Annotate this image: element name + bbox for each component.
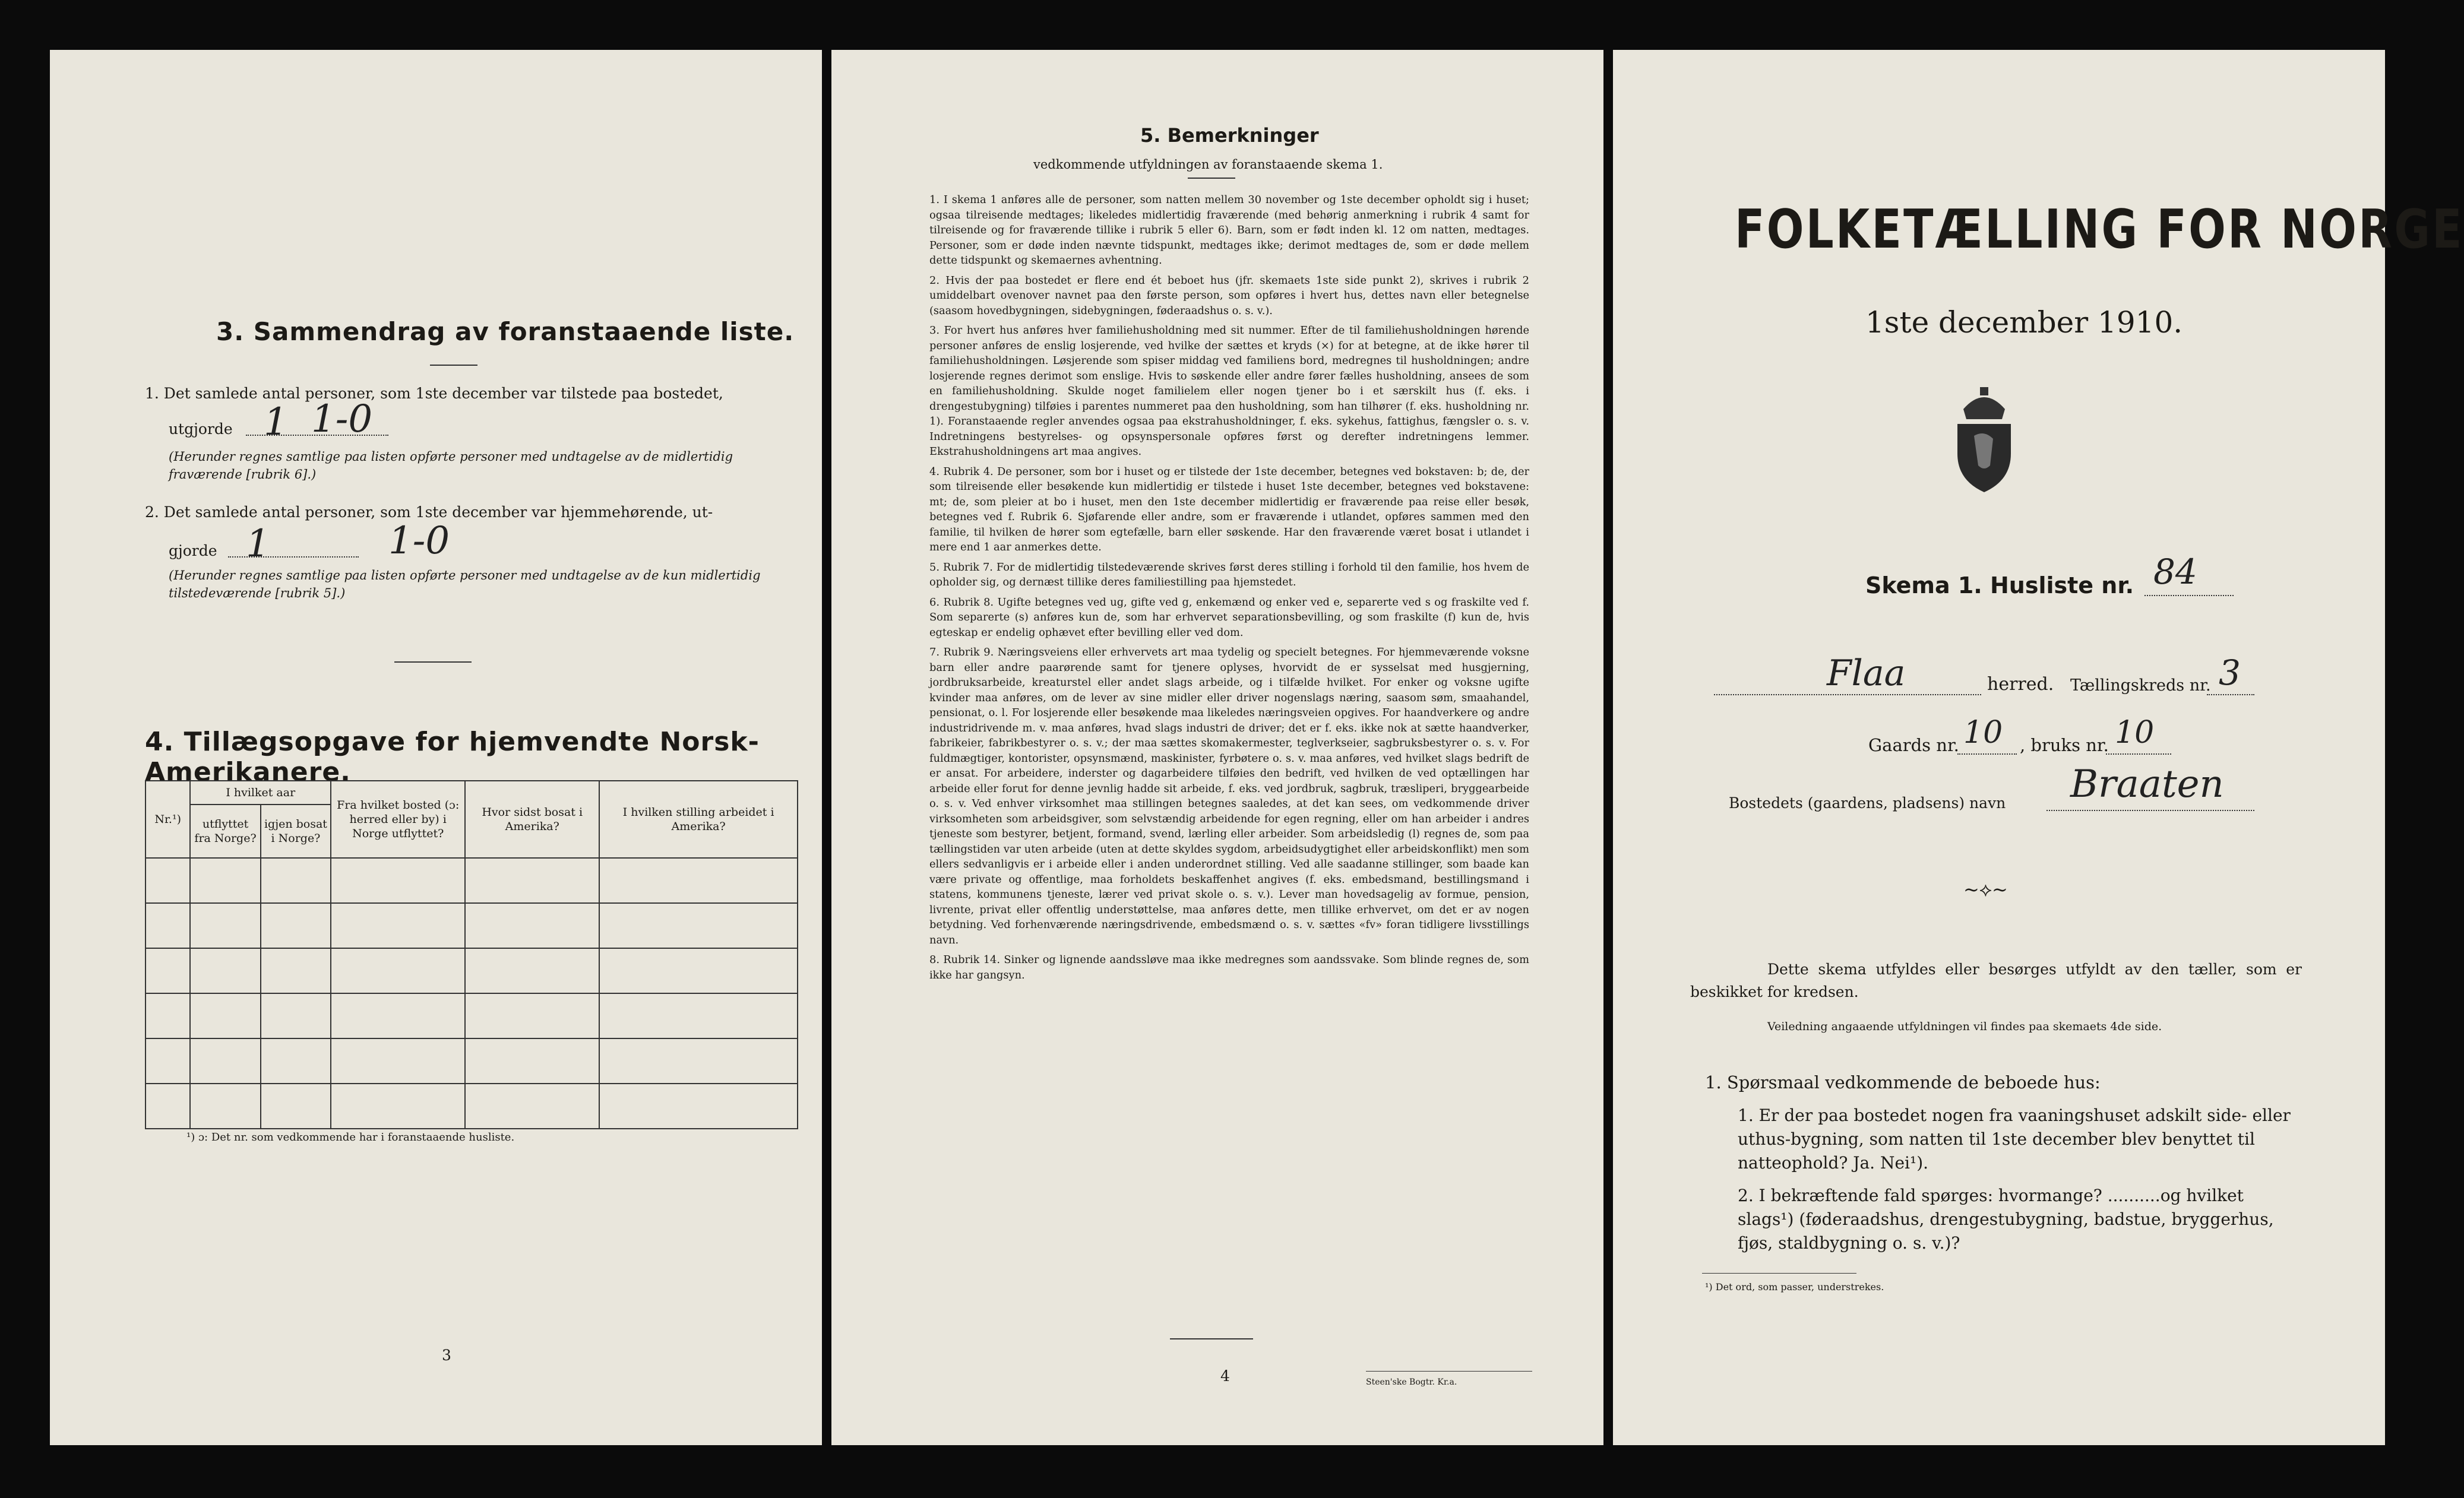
- q1-answer: 1: [264, 400, 288, 444]
- question-2-note: (Herunder regnes samtlige paa listen opførte personer med undtagelse av de kun midlertidig tilstedeværende [rubrik 5].): [169, 568, 761, 600]
- divider: [394, 661, 472, 663]
- remarks-title: 5. Bemerkninger: [1140, 124, 1319, 147]
- remark-6: 6. Rubrik 8. Ugifte betegnes ved ug, gifte ved g, enkemænd og enker ved e, separerte ved s og fraskilte ved f. Som separerte (s) anføres kun de, som har erhvervet separationsbevilling, og som fraskilte (f) kun de, hvis egteskap er endelig ophævet efter bevilling eller ved dom.: [929, 596, 1529, 639]
- q1-handwritten: 1-0: [311, 397, 373, 441]
- form-date: 1ste december 1910.: [1865, 305, 2183, 340]
- instruction-note: Veiledning angaaende utfyldningen vil findes paa skemaets 4de side.: [1767, 1020, 2162, 1033]
- divider: [1366, 1371, 1532, 1372]
- norsk-amerikanere-table: [145, 780, 798, 1129]
- table-row: [146, 1038, 798, 1084]
- q2-answer: 1: [246, 522, 270, 566]
- kreds-line: [2207, 694, 2254, 695]
- page-right: [1613, 50, 2464, 1445]
- herred-label: herred.: [1987, 674, 2054, 695]
- remark-5: 5. Rubrik 7. For de midlertidig tilstedeværende skrives først deres stilling i forhold til den familie, hos hvem de opholder sig, og dernæst tillike deres familiestilling paa hjemstedet.: [929, 560, 1529, 588]
- col-fra-bosted: Fra hvilket bosted (ɔ: herred eller by) i Norge utflyttet?: [331, 781, 465, 858]
- divider: [1702, 1273, 1856, 1274]
- remarks-list: [929, 192, 1529, 987]
- col-utflyttet: utflyttet fra Norge?: [190, 805, 260, 858]
- divider: [1170, 1338, 1253, 1339]
- col-hvilket-aar: I hvilket aar: [190, 781, 331, 805]
- question-2: 2. I bekræftende fald spørges: hvormange? ..........og hvilket slags¹) (føderaadshus, drengestubygning, badstue, bryggerhus, fjøs, staldbygning o. s. v.)?: [1738, 1186, 2274, 1253]
- footnote: ¹) Det ord, som passer, understrekes.: [1705, 1281, 1884, 1293]
- remark-3: 3. For hvert hus anføres hver familiehusholdning med sit nummer. Efter de til familiehusholdningen hørende personer anføres de enslig losjerende, ved hvilke der sættes et kryds (×) for at betegne, at de ikke hører til familiehusholdningen. Løsjerende som spiser middag ved familiens bord, medregnes til husholdningen; andre losjerende regnes derimot som enslige. Hvis to søskende eller andre fører fælles husholdning, ansees de som en familiehusholdning. Skulde noget familielem eller nogen tjener bo i et særskilt hus (f. eks. i drengestubygning) tilføies i parentes nummeret paa den husholdning, som han tilhører (f. eks. husholdning nr. 1). Foranstaaende regler anvendes ogsaa paa ekstrahusholdninger, f. eks. sykehus, fattighus, fængsler o. s. v. Indretningens bestyrelses- og opsynspersonale opføres først og derefter indretningens lemmer. Ekstrahusholdningens art maa angives.: [929, 324, 1529, 458]
- section-4-title: 4. Tillægsopgave for hjemvendte Norsk-Amerikanere.: [145, 727, 760, 787]
- table-row: [146, 948, 798, 993]
- gaards-number: 10: [1963, 715, 2003, 750]
- bruks-line: [2106, 753, 2171, 755]
- gaards-label: Gaards nr.: [1868, 735, 1959, 755]
- form-title: FOLKETÆLLING FOR NORGE: [1735, 198, 2464, 261]
- col-igjen-bosat: igjen bosat i Norge?: [261, 805, 331, 858]
- bruks-number: 10: [2115, 715, 2155, 750]
- question-2-text: 2. Det samlede antal personer, som 1ste december var hjemmehørende, ut-: [145, 503, 713, 521]
- kreds-label: Tællingskreds nr.: [2070, 676, 2211, 695]
- remarks-subtitle: vedkommende utfyldningen av foranstaaende skema 1.: [1033, 157, 1383, 172]
- section-3-title: 3. Sammendrag av foranstaaende liste.: [216, 317, 795, 346]
- question-1-text: 1. Det samlede antal personer, som 1ste december var tilstede paa bostedet,: [145, 385, 723, 402]
- col-nr: Nr.¹): [146, 781, 190, 858]
- question-1: 1. Er der paa bostedet nogen fra vaaningshuset adskilt side- eller uthus-bygning, som natten til 1ste december blev benyttet til natteophold? Ja. Nei¹).: [1738, 1106, 2291, 1173]
- page-number: 4: [1220, 1367, 1230, 1385]
- question-heading: 1. Spørsmaal vedkommende de beboede hus:: [1705, 1072, 2101, 1092]
- divider: [430, 365, 477, 366]
- husliste-number: 84: [2153, 552, 2197, 592]
- ornament: ~⟡~: [1963, 878, 2008, 901]
- page-number: 3: [442, 1347, 451, 1364]
- bosted-value: Braaten: [2070, 762, 2224, 806]
- bosted-line: [2047, 810, 2254, 811]
- herred-line: [1714, 694, 1981, 695]
- q2-handwritten: 1-0: [388, 519, 450, 563]
- coat-of-arms-icon: [1946, 382, 2023, 495]
- herred-value: Flaa: [1827, 653, 1906, 694]
- gaards-line: [1957, 753, 2017, 755]
- page-middle: [831, 50, 1603, 1445]
- col-sidst-bosat: Hvor sidst bosat i Amerika?: [465, 781, 599, 858]
- instruction-text: Dette skema utfyldes eller besørges utfyldt av den tæller, som er beskikket for kredsen.: [1690, 961, 2302, 1000]
- remark-1: 1. I skema 1 anføres alle de personer, som natten mellem 30 november og 1ste december opholdt sig i huset; ogsaa tilreisende medtages; likeledes midlertidig fraværende (med behørig anmerkning i rubrik 4 samt for tilreisende og for fraværende tillike i rubrik 5 eller 6). Barn, som er født inden kl. 12 om natten, medtages. Personer, som er døde inden nævnte tidspunkt, medtages ikke; derimot medtages de, som er døde mellem dette tidspunkt og skemaernes avhentning.: [929, 194, 1529, 267]
- divider: [1188, 178, 1235, 179]
- table-row: [146, 858, 798, 903]
- kreds-number: 3: [2219, 653, 2241, 693]
- bosted-label: Bostedets (gaardens, pladsens) navn: [1729, 794, 2006, 812]
- skema-label: Skema 1. Husliste nr.: [1865, 572, 2134, 598]
- question-1-note: (Herunder regnes samtlige paa listen opførte personer med undtagelse av de midlertidig fraværende [rubrik 6].): [169, 449, 733, 482]
- remark-8: 8. Rubrik 14. Sinker og lignende aandssløve maa ikke medregnes som aandssvake. Som blinde regnes de, som ikke har gangsyn.: [929, 954, 1529, 981]
- bruks-label: , bruks nr.: [2020, 735, 2109, 755]
- table-row: [146, 1084, 798, 1129]
- col-stilling: I hvilken stilling arbeidet i Amerika?: [599, 781, 798, 858]
- husliste-line: [2144, 595, 2234, 596]
- remark-2: 2. Hvis der paa bostedet er flere end ét beboet hus (jfr. skemaets 1ste side punkt 2), skrives i rubrik 2 umiddelbart ovenover navnet paa den første person, som opføres i hvert hus, dettes navn eller betegnelse (saasom hovedbygningen, sidebygningen, føderaadshus o. s. v.).: [929, 274, 1529, 317]
- table-row: [146, 903, 798, 948]
- printer-imprint: Steen'ske Bogtr. Kr.a.: [1366, 1377, 1457, 1387]
- q2-gjorde-label: gjorde: [169, 542, 217, 559]
- table-footnote: ¹) ɔ: Det nr. som vedkommende har i foranstaaende husliste.: [186, 1131, 515, 1144]
- remark-7: 7. Rubrik 9. Næringsveiens eller erhvervets art maa tydelig og specielt betegnes. For hjemmeværende voksne barn eller andre paarørende samt for tjenere oplyses, hvorvidt de er sysselsat med husgjerning, jordbruksarbeide, kreaturstel eller andet slags arbeide, og i tilfælde hvilket. For enker og voksne ugifte kvinder maa anføres, om de lever av sine midler eller driver nogenslags næring, saasom søm, smaahandel, pensionat, o. l. For losjerende eller besøkende maa likeledes næringsveien opgives. For haandverkere og andre industridrivende m. v. maa anføres, hvad slags industri de driver; det er f. eks. ikke nok at sætte haandverker, fabrikeier, fabrikbestyrer o. s. v.; der maa sættes skomakermester, teglverkseier, sagbruksbestyrer o. s. v. For fuldmægtiger, kontorister, opsynsmænd, maskinister, fyrbøtere o. s. v. maa anføres, ved hvilket slags bedrift de er ansat. For arbeidere, inderster og dagarbeidere tilføies den bedrift, ved hvilken de ved optællingen har arbeide eller forut for denne jevnlig hadde sit arbeide, f. eks. ved jordbruk, sagbruk, træsliperi, bryggearbeide o. s. v. Ved enhver virksomhet maa stillingen betegnes saaledes, at det kan sees, om vedkommende driver virksomheten som arbeidsgiver, som selvstændig arbeidende for egen regning, eller om han arbeider i andres tjeneste som bestyrer, betjent, formand, svend, lærling eller arbeider. Som arbeidsledig (l) regnes de, som paa tællingstiden var uten arbeide (uten at dette skyldes sygdom, arbeidsudygtighet eller arbeidskonflikt) men som ellers sedvanligvis er i arbeide eller i anden underordnet stilling. Ved alle saadanne stillinger, som baade kan være private og offentlige, maa forholdets beskaffenhet angives (f. eks. embedsmand, bestillingsmand i statens, kommunens tjeneste, lærer ved privat skole o. s. v.). Lever man hovedsagelig av formue, pension, livrente, privat eller offentlig understøttelse, maa anføres dette, men tillike erhvervet, om det er av nogen betydning. Ved forhenværende næringsdrivende, embedsmænd o. s. v. sættes «fv» foran tidligere livsstillings navn.: [929, 646, 1529, 946]
- page-left: [50, 50, 822, 1445]
- remark-4: 4. Rubrik 4. De personer, som bor i huset og er tilstede der 1ste december, betegnes ved bokstaven: b; de, der som tilreisende eller besøkende kun midlertidig er tilstede i huset 1ste december, betegnes ved bokstavene: mt; de, som pleier at bo i huset, men den 1ste december midlertidig er fraværende paa reise eller besøk, betegnes ved f. Rubrik 6. Sjøfarende eller andre, som er fraværende i utlandet, opføres sammen med den familie, til hvilken de hører som egtefælle, barn eller søskende. Har den fraværende været bosat i utlandet i mere end 1 aar anmerkes dette.: [929, 465, 1529, 553]
- table-row: [146, 993, 798, 1038]
- q1-utgjorde-label: utgjorde: [169, 420, 233, 438]
